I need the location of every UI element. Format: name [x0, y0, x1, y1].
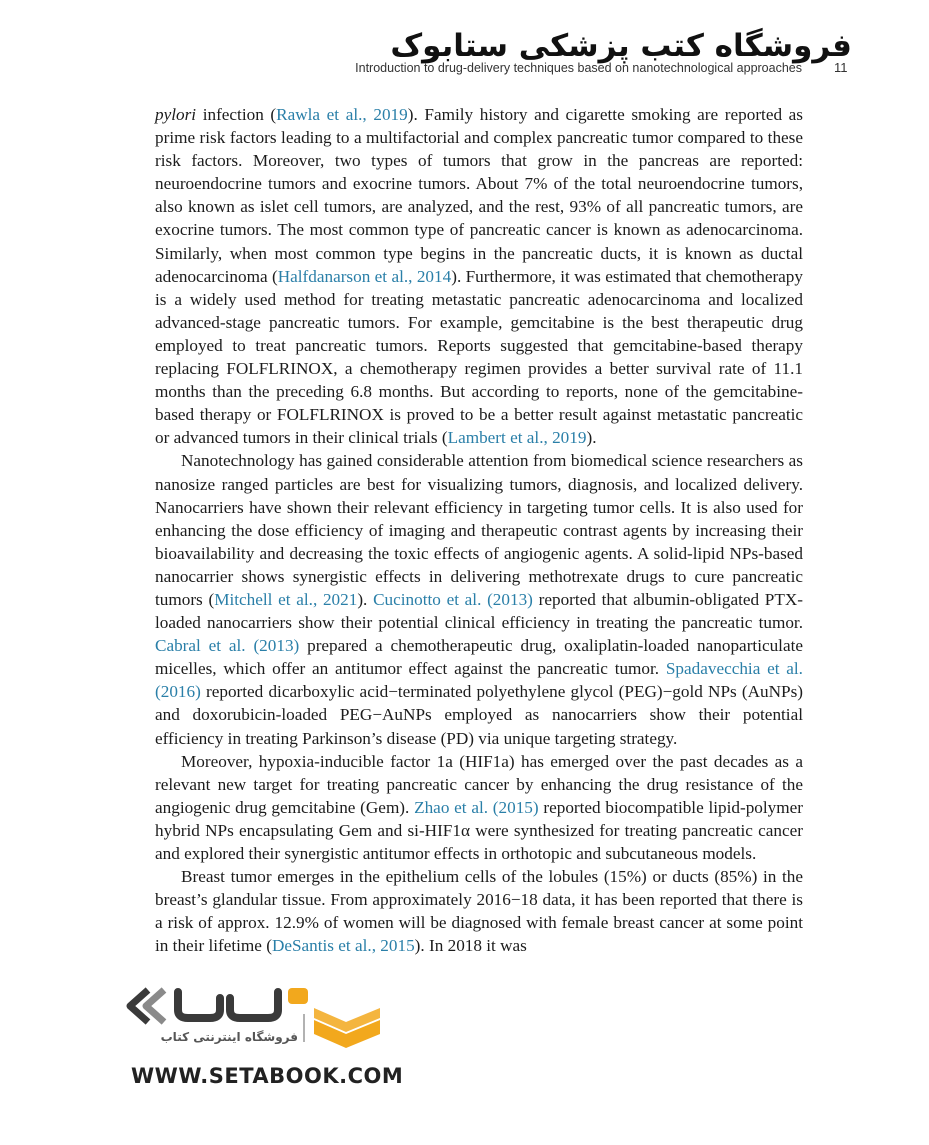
text-run: reported dicarboxylic acid−terminated polyethylene glycol (PEG)−gold NPs (AuNPs) and doxorubicin-loaded PEG−AuNPs employed as nanocarriers show their potential efficiency in treating Parkinson’s disease (PD) via unique targeting strategy.	[155, 682, 803, 748]
text-run: infection (	[196, 105, 277, 124]
text-run: reported biocompatible lipid-polymer hybrid NPs encapsulating Gem and si-HIF1α were synthesized for treating pancreatic cancer and explored their synergistic antitumor effects in orthotopic and subcutaneous models.	[155, 797, 803, 863]
text-run: Moreover, hypoxia-inducible factor 1a (HIF1a) has emerged over the past decades as a relevant new target for treating pancreatic cancer by enhancing the drug resistance of the angiogenic drug gemcitabine (Gem).	[155, 751, 803, 817]
logo-letter-shape	[230, 992, 278, 1018]
text-run: reported that albumin-obligated PTX-loaded nanocarriers show their potential clinical efficiency in treating the pancreatic tumor.	[155, 589, 803, 633]
paragraph	[155, 750, 803, 865]
citation-link[interactable]: DeSantis et al., 2015	[271, 936, 415, 956]
text-run: ). Furthermore, it was estimated that chemotherapy is a widely used method for treating metastatic pancreatic adenocarcinoma and localized advanced-stage pancreatic tumors. For example, gemcitabine is the best therapeutic drug employed to treat pancreatic tumors. Reports suggested that gemcitabine-based therapy replacing FOLFLRINOX, a chemotherapy regimen provides a better survival rate of 11.1 months than the preceding 6.8 months. But according to reports, none of the gemcitabine-based therapy or FOLFLRINOX is proved to be a better result against metastatic pancreatic or advanced tumors in their clinical trials (	[155, 266, 803, 448]
text-run: ). Family history and cigarette smoking are reported as prime risk factors leading to a multifactorial and complex pancreatic tumor compared to these risk factors. Moreover, two types of tumors that grow in the pancreas are reported: neuroendocrine tumors and exocrine tumors. About 7% of the total neuroendocrine tumors, also known as islet cell tumors, are analyzed, and the rest, 93% of all pancreatic tumors, are exocrine tumors. The most common type of pancreatic cancer is known as adenocarcinoma. Similarly, when most common type begins in the pancreatic ducts, it is known as ductal adenocarcinoma (	[155, 105, 803, 286]
citation-link[interactable]: Rawla et al., 2019	[276, 105, 408, 124]
paragraph	[155, 103, 803, 449]
citation-link[interactable]: Cucinotto et al. (2013)	[373, 589, 533, 609]
watermark-subtitle: فروشگاه اینترنتی کتاب	[160, 1030, 298, 1044]
text-run: prepared a chemotherapeutic drug, oxaliplatin-loaded nanoparticulate micelles, which offer an antitumor effect against the pancreatic tumor.	[155, 636, 803, 679]
text-run: ).	[586, 428, 597, 448]
text-run: Breast tumor emerges in the epithelium cells of the lobules (15%) or ducts (85%) in the breast’s glandular tissue. From approximately 2016−18 data, it has been reported that there is a risk of approx. 12.9% of women will be diagnosed with female breast cancer at some point in their lifetime (	[155, 867, 803, 956]
text-run: ).	[357, 589, 374, 609]
text-run: ). In 2018 it was	[414, 936, 527, 956]
logo-letter-shape	[178, 992, 220, 1018]
text-run: Nanotechnology has gained considerable attention from biomedical science researchers as nanosize ranged particles are best for visualizing tumors, diagnosis, and localized delivery. Nanocarriers have shown their relevant efficiency in targeting tumor cells. It is also used for enhancing the dose efficiency of imaging and therapeutic contrast agents by increasing their bioavailability and decreasing the toxic effects of angiogenic agents. A solid-lipid NPs-based nanocarrier shows synergistic effects in delivering methotrexate drugs to cure pancreatic tumors (	[155, 451, 803, 609]
body-text	[155, 103, 803, 957]
page-header	[0, 0, 929, 80]
watermark-url: WWW.SETABOOK.COM	[131, 1064, 404, 1088]
citation-link[interactable]: Halfdanarson et al., 2014	[277, 266, 452, 286]
running-head: Introduction to drug-delivery techniques based on nanotechnological approaches	[355, 61, 802, 75]
logo-dot-shape	[288, 988, 308, 1004]
paragraph	[155, 865, 803, 957]
citation-link[interactable]: Lambert et al., 2019	[447, 428, 587, 448]
citation-link[interactable]: Zhao et al. (2015)	[414, 797, 539, 817]
citation-link[interactable]: Spadavecchia et al. (2016)	[155, 659, 803, 702]
citation-link[interactable]: Cabral et al. (2013)	[155, 636, 300, 656]
setabook-logo-icon	[118, 984, 408, 1064]
italic-term: pylori	[155, 105, 197, 124]
paragraph	[155, 449, 803, 749]
setabook-watermark	[118, 984, 408, 1094]
citation-link[interactable]: Mitchell et al., 2021	[214, 589, 358, 609]
page-number: 11	[834, 60, 848, 75]
chevron-left-icon	[146, 990, 164, 1022]
shop-title: فروشگاه کتب پزشکی ستابوک	[390, 28, 852, 64]
